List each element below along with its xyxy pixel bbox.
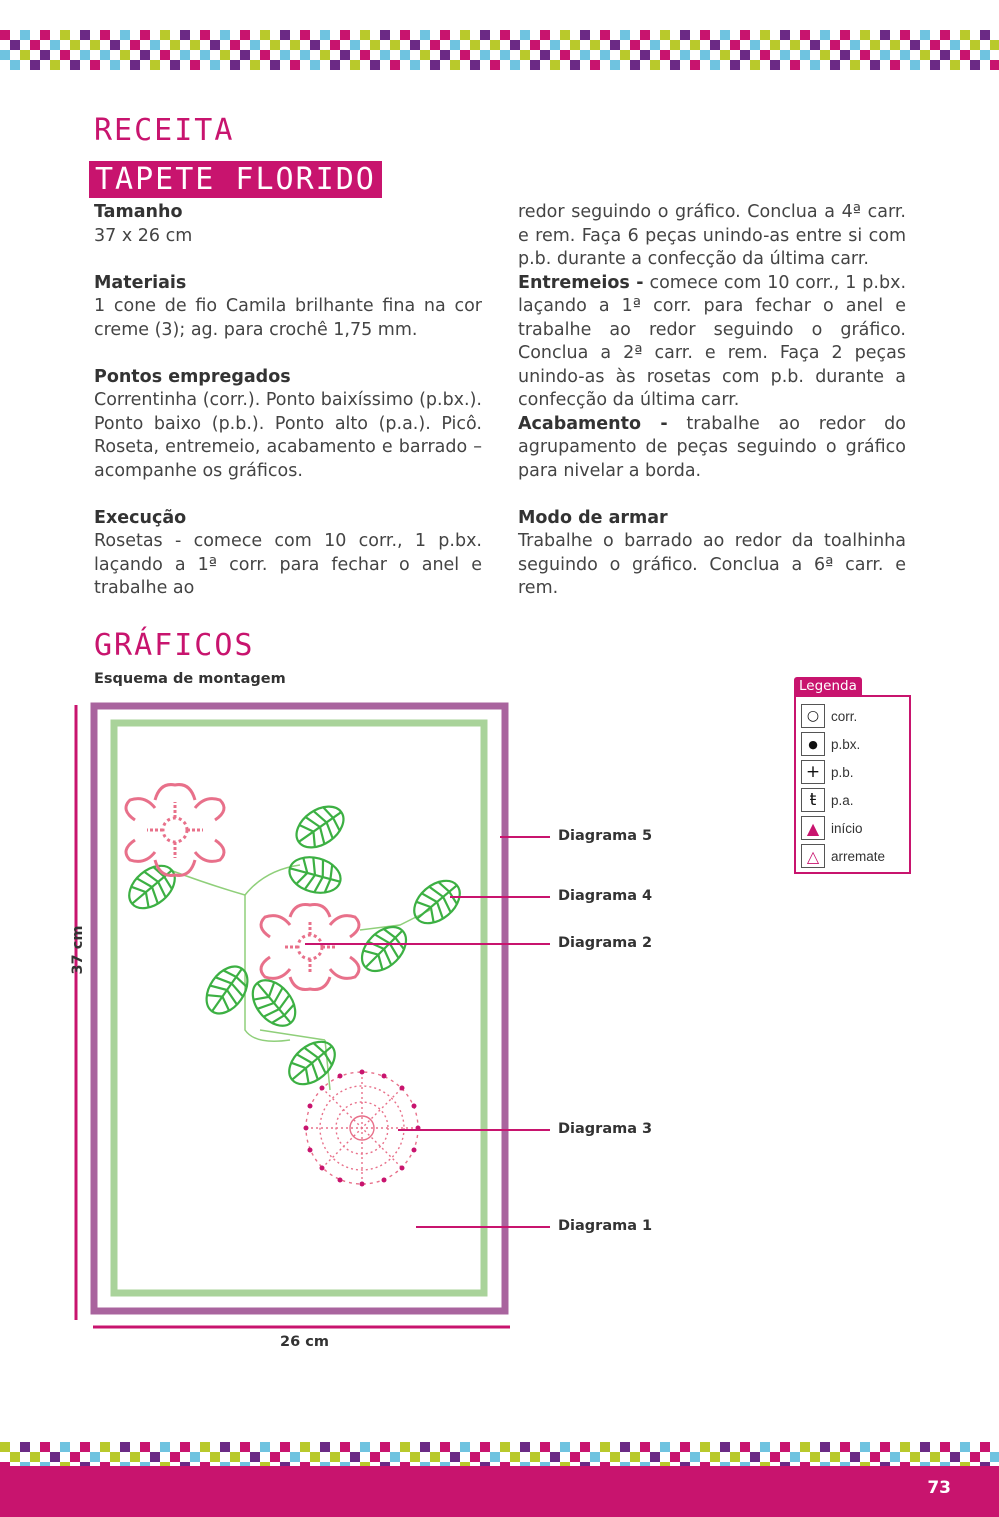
size-value: 37 x 26 cm [94,225,193,246]
legend-label: início [831,820,863,836]
legend-label: p.b. [831,764,854,780]
rosette-bottom [304,1070,421,1187]
materials-heading: Materiais [94,272,187,293]
assembly-scheme-caption: Esquema de montagem [94,671,286,687]
slip-stitch-icon: ● [801,732,825,756]
width-dimension-label: 26 cm [280,1334,329,1350]
spacers-paragraph [518,272,906,413]
leaf-left-top [121,857,183,916]
rosette-center [261,905,359,990]
checker-border-top [0,30,999,70]
legend-label: arremate [831,848,886,864]
legend-box [794,695,911,874]
leaf-right-mid [354,919,415,980]
leaf-center-mid [244,972,303,1034]
inner-border-frame [114,723,484,1293]
leaf-bottom [281,1033,343,1092]
leaf-5a [289,798,351,856]
legend-label: p.bx. [831,736,861,752]
label-diagrama-4: Diagrama 4 [558,888,653,904]
text-column-right [518,201,906,601]
label-diagrama-3: Diagrama 3 [558,1121,653,1137]
execution-continued: redor seguindo o gráfico. Conclua a 4ª carr. e rem. Faça 6 peças unindo-as entre si com p.b. durante a confecção da última carr. [518,202,906,269]
stitches-text: Correntinha (corr.). Ponto baixíssimo (p.bx.). Ponto baixo (p.b.). Ponto alto (p.a.). Picô. Roseta, entremeio, acabamento e barrado – acompanhe os gráficos. [94,390,482,481]
single-crochet-icon: + [801,760,825,784]
finish-paragraph [518,413,906,484]
execution-text: Rosetas - comece com 10 corr., 1 p.bx. laçando a 1ª corr. para fechar o anel e trabalhe ao [94,531,482,598]
rosette-top [126,785,224,876]
label-diagrama-5: Diagrama 5 [558,828,653,844]
start-marker-icon: ▲ [801,816,825,840]
finish-label: Acabamento - [518,413,668,434]
spacers-text: comece com 10 corr., 1 p.bx. laçando a 1ª corr. para fechar o anel e trabalhe ao redor seguindo o gráfico. Conclua a 2ª carr. e rem. Faça 2 peças unindo-as às rosetas com p.b. durante a confecção da última carr. [518,272,907,410]
legend-label: corr. [831,708,858,724]
height-dimension-label: 37 cm [70,925,86,975]
graphics-heading: GRÁFICOS [94,628,255,663]
legend-item [801,702,909,730]
recipe-kicker: RECEITA [94,113,235,148]
text-column-left [94,201,482,601]
leaf-5b [285,852,344,898]
recipe-title: TAPETE FLORIDO [89,161,382,198]
leaf-left-mid [198,959,256,1021]
execution-heading: Execução [94,507,187,528]
assembly-heading: Modo de armar [518,507,668,528]
legend-label: p.a. [831,792,854,808]
finish-text: trabalhe ao redor do agrupamento de peças seguindo o gráfico para nivelar a borda. [518,413,906,481]
finish-marker-icon: △ [801,844,825,868]
label-diagrama-2: Diagrama 2 [558,935,653,951]
spacers-label: Entremeios - [518,272,644,293]
footer-bar [0,1466,999,1517]
legend-item [801,814,909,842]
legend-item [801,842,909,870]
legend [794,675,911,874]
legend-item [801,730,909,758]
legend-item [801,786,909,814]
legend-item [801,758,909,786]
assembly-text: Trabalhe o barrado ao redor da toalhinha seguindo o gráfico. Conclua a 6ª carr. e rem. [518,531,906,598]
page-number: 73 [927,1478,951,1498]
materials-text: 1 cone de fio Camila brilhante fina na cor creme (3); ag. para crochê 1,75 mm. [94,296,482,340]
stitches-heading: Pontos empregados [94,366,291,387]
chain-stitch-icon: ○ [801,704,825,728]
leaf-4 [406,872,468,931]
size-heading: Tamanho [94,202,183,222]
legend-title: Legenda [794,677,862,695]
double-crochet-icon: ŧ [801,788,825,812]
label-diagrama-1: Diagrama 1 [558,1218,653,1234]
